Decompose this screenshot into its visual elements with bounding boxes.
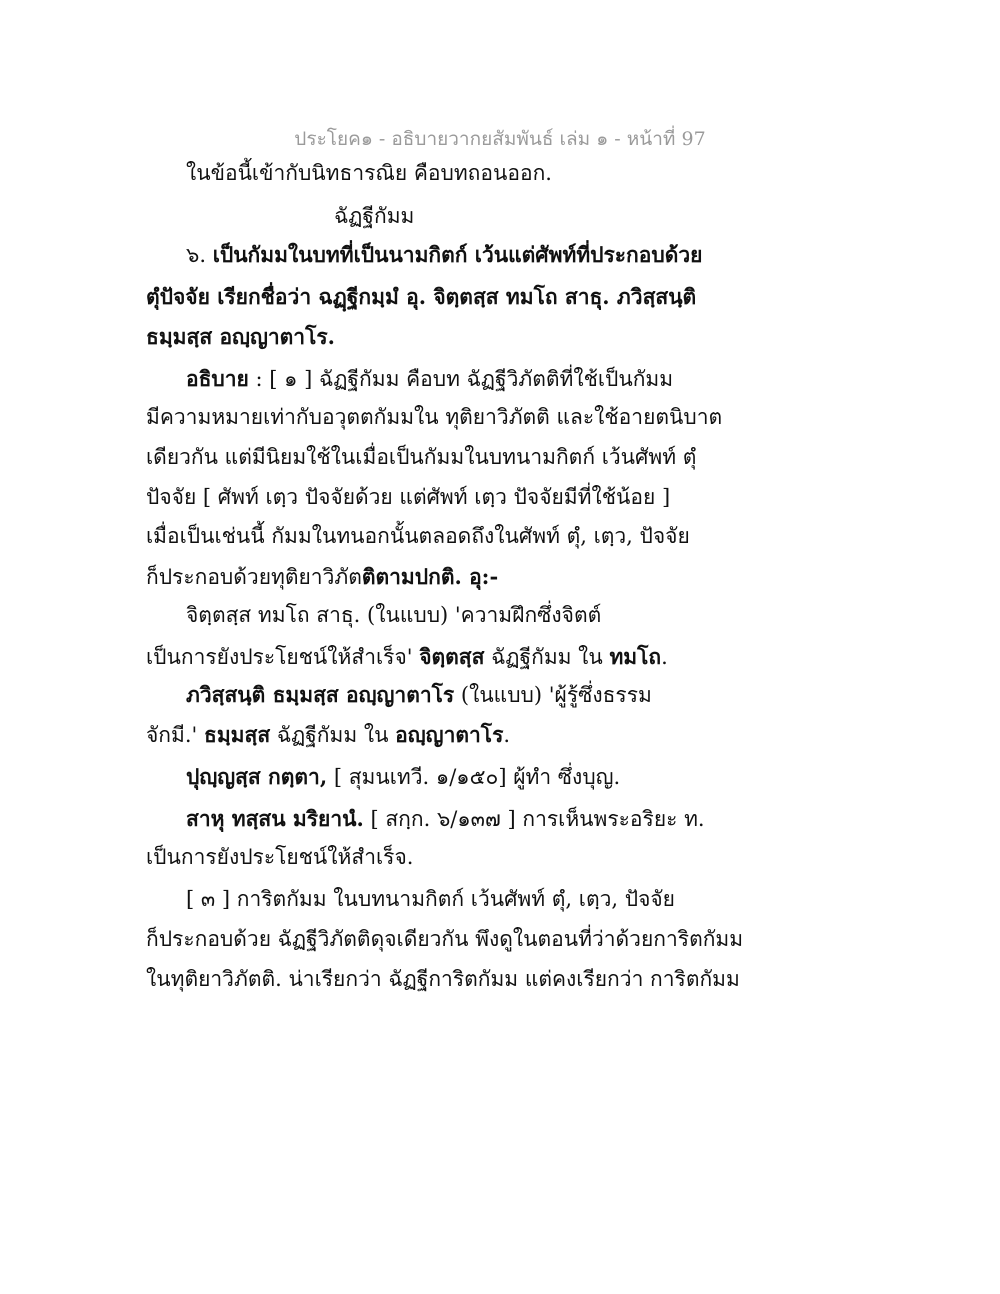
text-segment: (ในแบบ) 'ผู้รู้ซึ่งธรรม [454, 683, 652, 707]
text-segment: ฉัฏฐีกัมม ใน [270, 723, 396, 747]
bold-segment: สาหุ ทสฺสน มริยานํ. [186, 806, 364, 831]
text-segment: เดียวกัน แต่มีนิยมใช้ในเมื่อเป็นกัมมในบทนามกิตก์ เว้นศัพท์ ตุํ [146, 445, 697, 469]
text-segment: . [661, 645, 668, 669]
bold-segment: ธมฺมสฺส อญฺญาตาโร. [146, 324, 335, 349]
text-line [146, 521, 690, 551]
text-segment: เมื่อเป็นเช่นนี้ กัมมในทนอกนั้นตลอดถึงในศัพท์ ตุํ, เตฺว, ปัจจัย [146, 524, 690, 548]
bold-segment: อญฺญาตาโร [395, 722, 504, 747]
bold-segment: เป็นกัมมในบทที่เป็นนามกิตก์ เว้นแต่ศัพท์ที่ประกอบด้วย [212, 242, 703, 267]
example-line [186, 804, 705, 834]
example-line [186, 600, 601, 630]
text-segment: ก็ประกอบด้วย ฉัฏฐีวิภัตติดุจเดียวกัน พึงดูในตอนที่ว่าด้วยการิตกัมม [146, 927, 744, 951]
text-segment: ๖. [186, 243, 213, 267]
example-line [146, 720, 510, 750]
rule-line [146, 282, 696, 312]
text-line [146, 964, 740, 994]
text-line [146, 402, 722, 432]
text-line [146, 442, 696, 472]
bold-segment: ทมโถ [609, 644, 662, 669]
text-segment: จักมี.' [146, 723, 204, 747]
example-line [186, 762, 620, 792]
text-segment: ฉัฏฐีกัมม [334, 204, 415, 228]
text-segment: ในทุติยาวิภัตติ. น่าเรียกว่า ฉัฏฐีการิตกัมม แต่คงเรียกว่า การิตกัมม [146, 967, 740, 991]
rule-line [186, 240, 702, 270]
text-segment: : [ ๑ ] ฉัฏฐีกัมม คือบท ฉัฏฐีวิภัตติที่ใช้เป็นกัมม [248, 367, 674, 391]
text-segment: [ ๓ ] การิตกัมม ในบทนามกิตก์ เว้นศัพท์ ตุํ, เตฺว, ปัจจัย [186, 887, 675, 911]
text-line [146, 924, 743, 954]
text-segment: [ สกฺก. ๖/๑๓๗ ] การเห็นพระอริยะ ท. [363, 807, 705, 831]
bold-segment: ติตามปกติ. อุ:- [361, 564, 499, 589]
text-segment: จิตฺตสฺส ทมโถ สาธุ. (ในแบบ) 'ความฝึกซึ่งจิตต์ [186, 603, 602, 627]
text-line [146, 562, 498, 592]
text-segment: เป็นการยังประโยชน์ให้สำเร็จ' [146, 645, 420, 669]
text-segment: [ สุมนเทวี. ๑/๑๕๐] ผู้ทำ ซึ่งบุญ. [327, 765, 621, 789]
text-segment: ปัจจัย [ ศัพท์ เตฺว ปัจจัยด้วย แต่ศัพท์ เตฺว ปัจจัยมีที่ใช้น้อย ] [146, 485, 671, 509]
text-line [186, 364, 673, 394]
rule-line [146, 322, 335, 352]
example-line [186, 680, 652, 710]
page-header [0, 124, 1000, 154]
text-segment: . [503, 723, 511, 747]
text-segment: ก็ประกอบด้วยทุติยาวิภัต [146, 565, 362, 589]
text-line [146, 482, 670, 512]
page-header-text: ประโยค๑ - อธิบายวากยสัมพันธ์ เล่ม ๑ - หน้าที่ 97 [294, 128, 706, 150]
text-line [186, 884, 675, 914]
bold-segment: อธิบาย [186, 366, 249, 391]
text-segment: เป็นการยังประโยชน์ให้สำเร็จ. [146, 845, 414, 869]
bold-segment: ตุํปัจจัย เรียกชื่อว่า ฉฏฺฐีกมฺมํ อุ. จิตฺตสฺส ทมโถ สาธุ. ภวิสฺสนฺติ [146, 284, 697, 309]
bold-segment: จิตฺตสฺส [419, 644, 485, 669]
example-line [146, 842, 413, 872]
bold-segment: ปุญฺญสฺส กตฺตา, [186, 764, 328, 789]
bold-segment: ภวิสฺสนฺติ ธมฺมสฺส อญฺญาตาโร [186, 682, 455, 707]
section-heading [334, 201, 414, 231]
text-segment: มีความหมายเท่ากับอวุตตกัมมใน ทุติยาวิภัตติ และใช้อายตนิบาต [146, 405, 723, 429]
bold-segment: ธมฺมสฺส [204, 722, 271, 747]
example-line [146, 642, 668, 672]
text-segment: ฉัฏฐีกัมม ใน [484, 645, 610, 669]
text-line [186, 158, 552, 188]
text-segment: ในข้อนี้เข้ากับนิทธารณิย คือบทถอนออก. [186, 161, 552, 185]
